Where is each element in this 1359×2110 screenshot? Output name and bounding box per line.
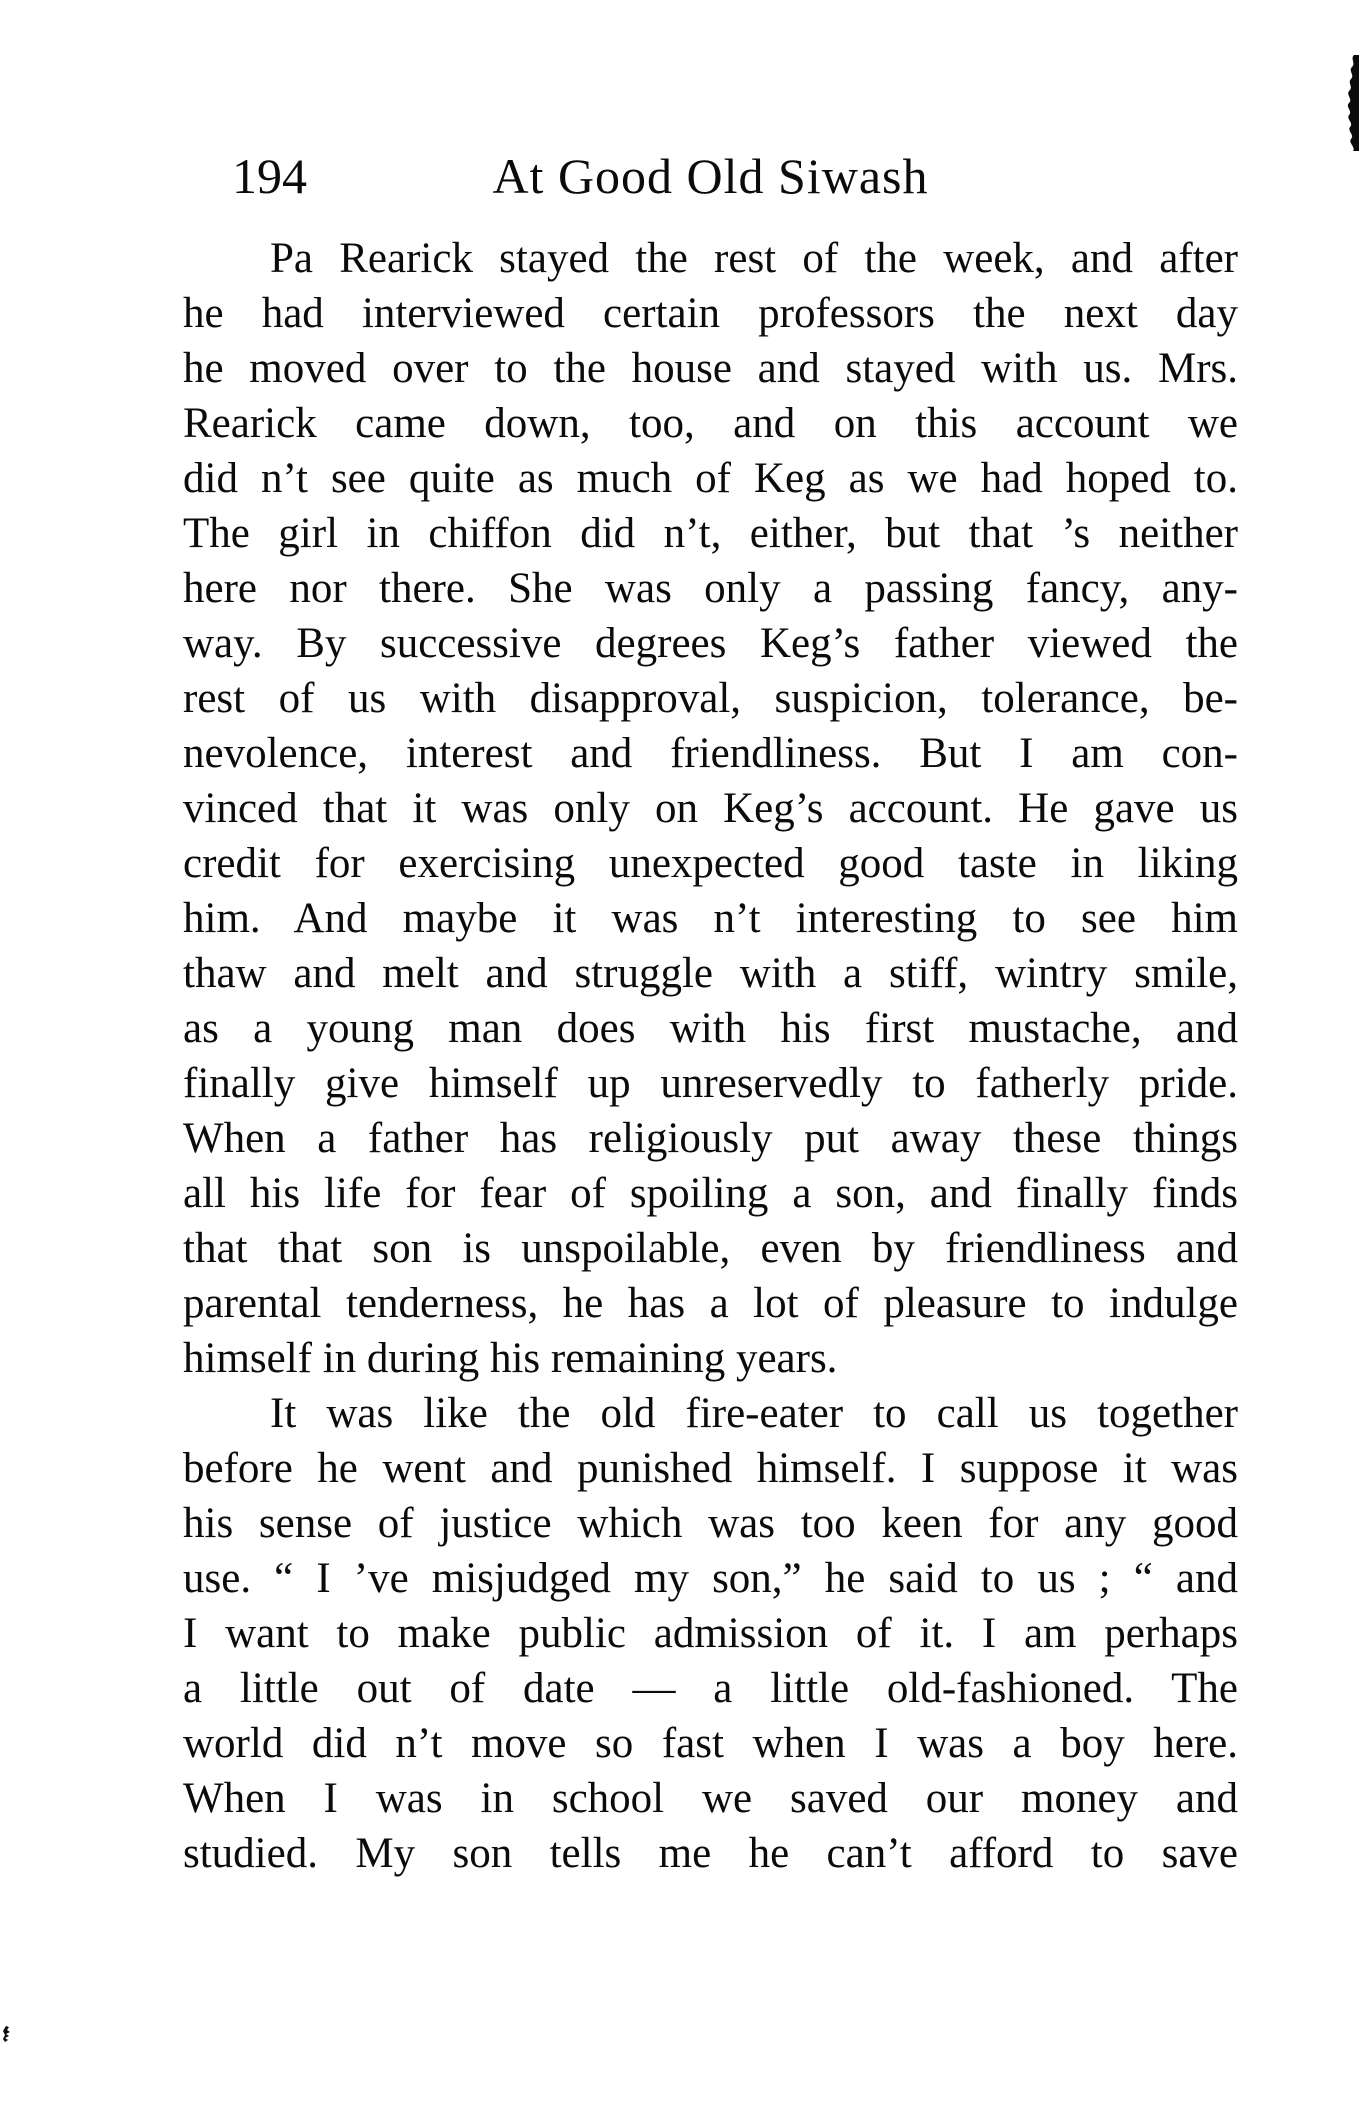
text-line: that that son is unspoilable, even by friendliness and: [183, 1225, 1238, 1272]
paragraph: [183, 1386, 1238, 1881]
page-number: 194: [232, 148, 307, 204]
text-line: vinced that it was only on Keg’s account. He gave us: [183, 785, 1238, 832]
text-line: studied. My son tells me he can’t afford to save: [183, 1830, 1238, 1877]
text-line: as a young man does with his first mustache, and: [183, 1005, 1238, 1052]
text-line: parental tenderness, he has a lot of pleasure to indulge: [183, 1280, 1238, 1327]
text-line: world did n’t move so fast when I was a boy here.: [183, 1720, 1238, 1767]
text-line: I want to make public admission of it. I am perhaps: [183, 1610, 1238, 1657]
text-line: a little out of date — a little old-fashioned. The: [183, 1665, 1238, 1712]
text-line: It was like the old fire-eater to call us together: [270, 1390, 1238, 1437]
text-line: Rearick came down, too, and on this account we: [183, 400, 1238, 447]
text-line: rest of us with disapproval, suspicion, tolerance, be-: [183, 675, 1238, 722]
text-line: use. “ I ’ve misjudged my son,” he said to us ; “ and: [183, 1555, 1238, 1602]
text-line: finally give himself up unreservedly to fatherly pride.: [183, 1060, 1238, 1107]
text-line: Pa Rearick stayed the rest of the week, and after: [270, 235, 1238, 282]
text-line: here nor there. She was only a passing fancy, any-: [183, 565, 1238, 612]
text-line: thaw and melt and struggle with a stiff, wintry smile,: [183, 950, 1238, 997]
text-line: himself in during his remaining years.: [183, 1335, 838, 1382]
text-line: did n’t see quite as much of Keg as we had hoped to.: [183, 455, 1238, 502]
text-line: The girl in chiffon did n’t, either, but that ’s neither: [183, 510, 1238, 557]
text-line: nevolence, interest and friendliness. But I am con-: [183, 730, 1238, 777]
text-line: way. By successive degrees Keg’s father viewed the: [183, 620, 1238, 667]
text-line: all his life for fear of spoiling a son, and finally finds: [183, 1170, 1238, 1217]
text-line: When I was in school we saved our money and: [183, 1775, 1238, 1822]
text-line: he had interviewed certain professors the next day: [183, 290, 1238, 337]
text-line: he moved over to the house and stayed with us. Mrs.: [183, 345, 1238, 392]
text-line: him. And maybe it was n’t interesting to see him: [183, 895, 1238, 942]
page-title: At Good Old Siwash: [492, 148, 929, 204]
running-header: [183, 146, 1238, 206]
page-body: [183, 231, 1238, 1881]
text-line: credit for exercising unexpected good taste in liking: [183, 840, 1238, 887]
text-line: before he went and punished himself. I suppose it was: [183, 1445, 1238, 1492]
text-line: his sense of justice which was too keen for any good: [183, 1500, 1238, 1547]
ink-smudge-artifact-icon: [1345, 55, 1359, 151]
paragraph: [183, 231, 1238, 1386]
ink-speck-artifact-icon: [3, 2026, 11, 2042]
text-line: When a father has religiously put away these things: [183, 1115, 1238, 1162]
